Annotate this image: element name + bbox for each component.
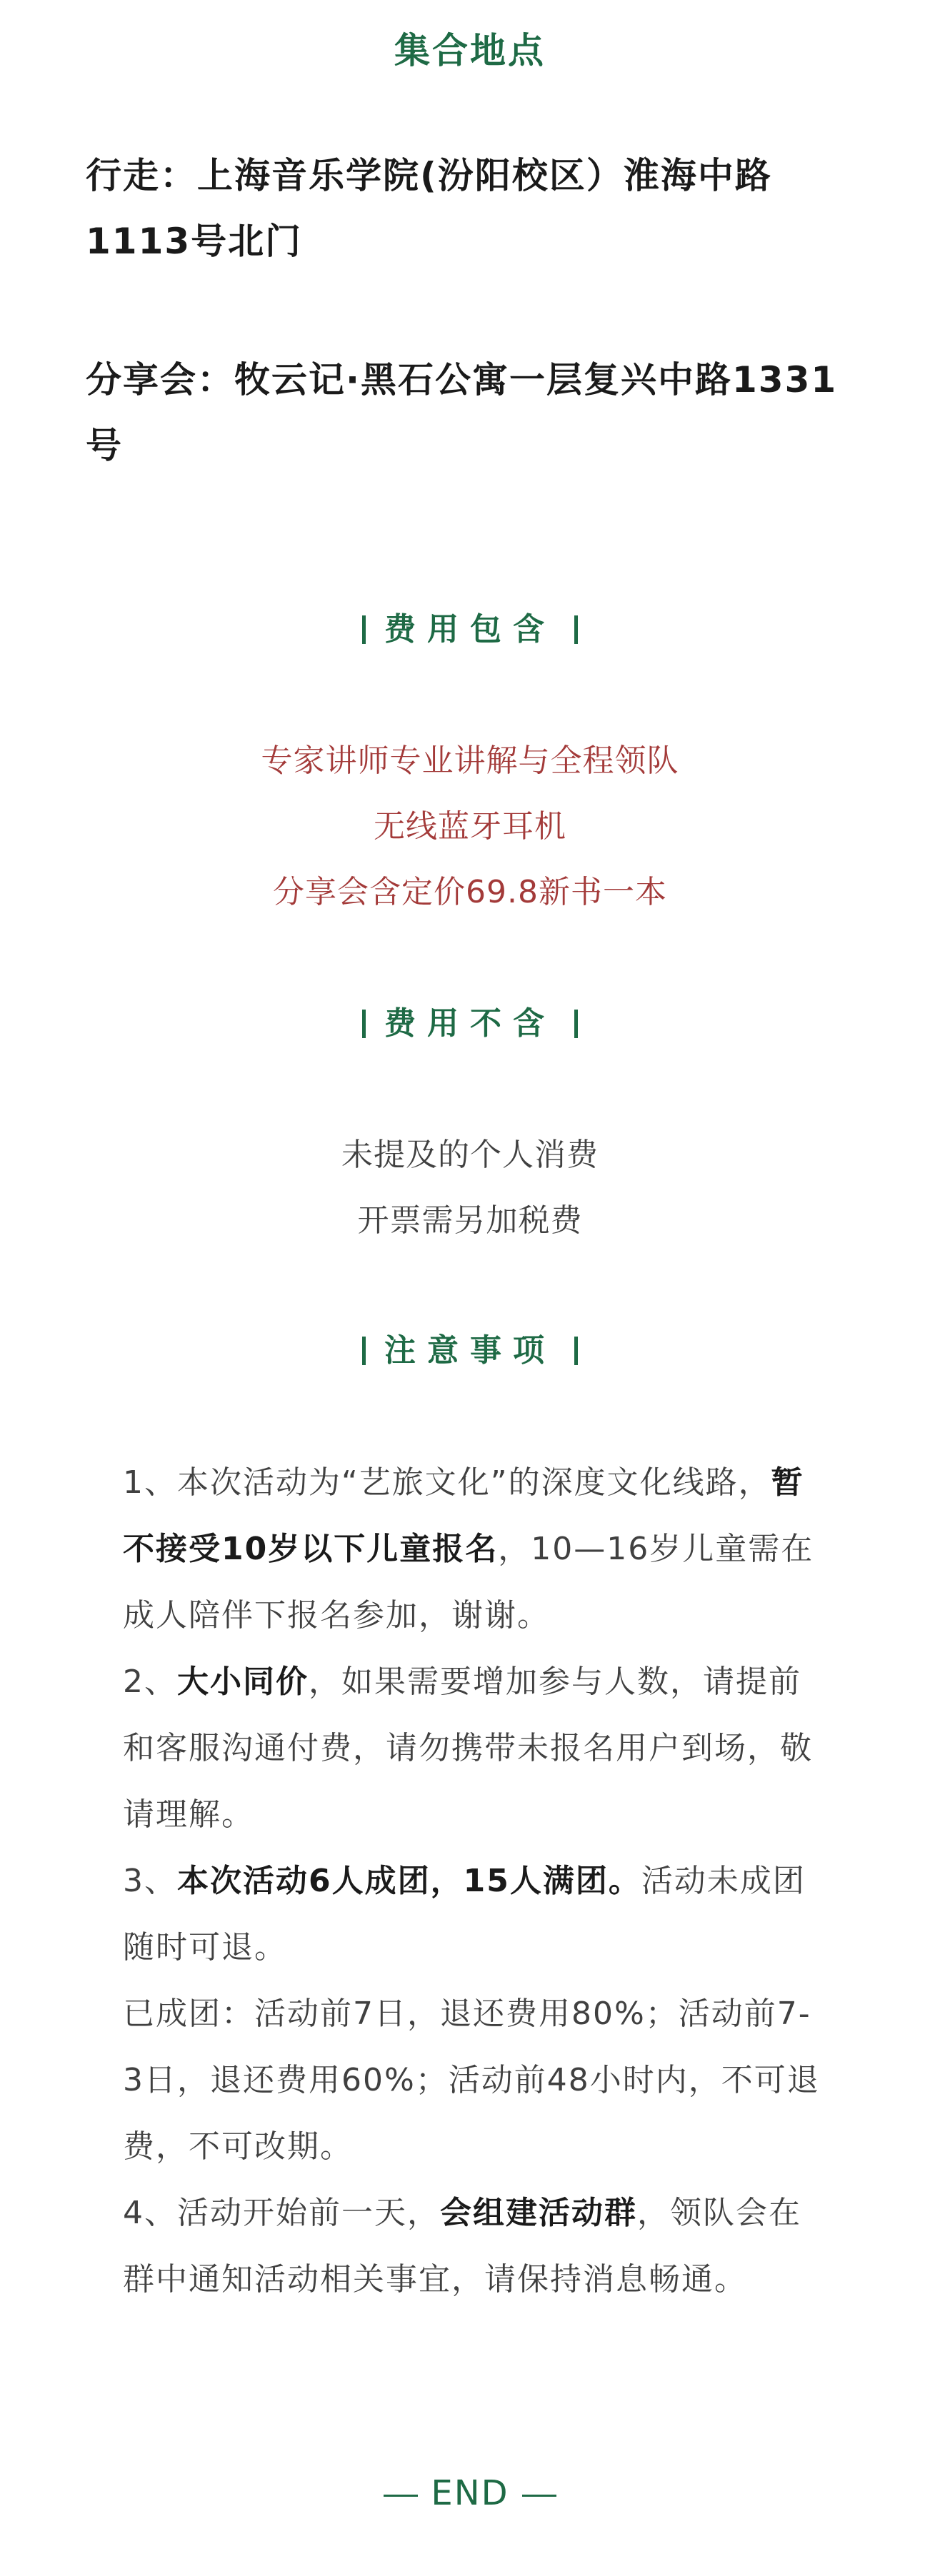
included-item: 专家讲师专业讲解与全程领队 [261, 743, 679, 779]
note-3 [123, 1848, 823, 1981]
note-text: 4、活动开始前一天， [123, 2195, 440, 2231]
meeting-title: 集合地点 [394, 30, 546, 71]
note-1 [123, 1449, 823, 1649]
note-text: ，领队会在群中通知活动相关事宜，请保持消息畅通。 [123, 2195, 801, 2298]
excluded-item: 开票需另加税费 [357, 1202, 583, 1239]
divider-bar [574, 615, 578, 644]
note-text: ，10—16岁儿童需在成人陪伴下报名参加，谢谢。 [123, 1531, 814, 1634]
walk-location: 行走：上海音乐学院(汾阳校区）淮海中路1113号北门 [86, 155, 772, 262]
divider-bar [362, 1337, 366, 1365]
divider-bar [362, 615, 366, 644]
notes-body [123, 1449, 823, 2313]
share-location: 分享会：牧云记·黑石公寓一层复兴中路1331号 [86, 359, 838, 466]
note-emphasis: 暂不接受10岁以下儿童报名 [123, 1464, 804, 1567]
included-heading [0, 608, 940, 651]
note-4 [123, 2180, 823, 2313]
divider-bar [574, 1337, 578, 1365]
notes-heading [0, 1329, 940, 1372]
note-text: 活动未成团随时可退。 [123, 1863, 806, 1966]
divider-bar [362, 1010, 366, 1038]
note-emphasis: 会组建活动群 [440, 2195, 637, 2231]
end-marker [0, 2472, 940, 2515]
note-emphasis: 本次活动6人成团，15人满团。 [177, 1863, 641, 1899]
note-text: 1、本次活动为“艺旅文化”的深度文化线路， [123, 1464, 771, 1501]
note-text: 3、 [123, 1863, 177, 1899]
included-item: 分享会含定价69.8新书一本 [273, 874, 667, 910]
dash-right [522, 2495, 556, 2497]
note-emphasis: 大小同价 [177, 1664, 309, 1700]
excluded-heading [0, 1002, 940, 1045]
note-text: ，如果需要增加参与人数，请提前和客服沟通付费，请勿携带未报名用户到场，敬请理解。 [123, 1664, 813, 1833]
note-2 [123, 1649, 823, 1848]
note-3-refund: 已成团：活动前7日，退还费用80%；活动前7-3日，退还费用60%；活动前48小时内，不可退费，不可改期。 [123, 1996, 820, 2165]
end-text: END [431, 2473, 509, 2513]
divider-bar [574, 1010, 578, 1038]
included-heading-text: 费用包含 [384, 611, 556, 648]
dash-left [384, 2495, 418, 2497]
excluded-heading-text: 费用不含 [384, 1005, 556, 1042]
excluded-item: 未提及的个人消费 [341, 1137, 599, 1173]
note-text: 2、 [123, 1664, 177, 1700]
notes-heading-text: 注意事项 [384, 1332, 556, 1369]
included-item: 无线蓝牙耳机 [374, 808, 566, 845]
